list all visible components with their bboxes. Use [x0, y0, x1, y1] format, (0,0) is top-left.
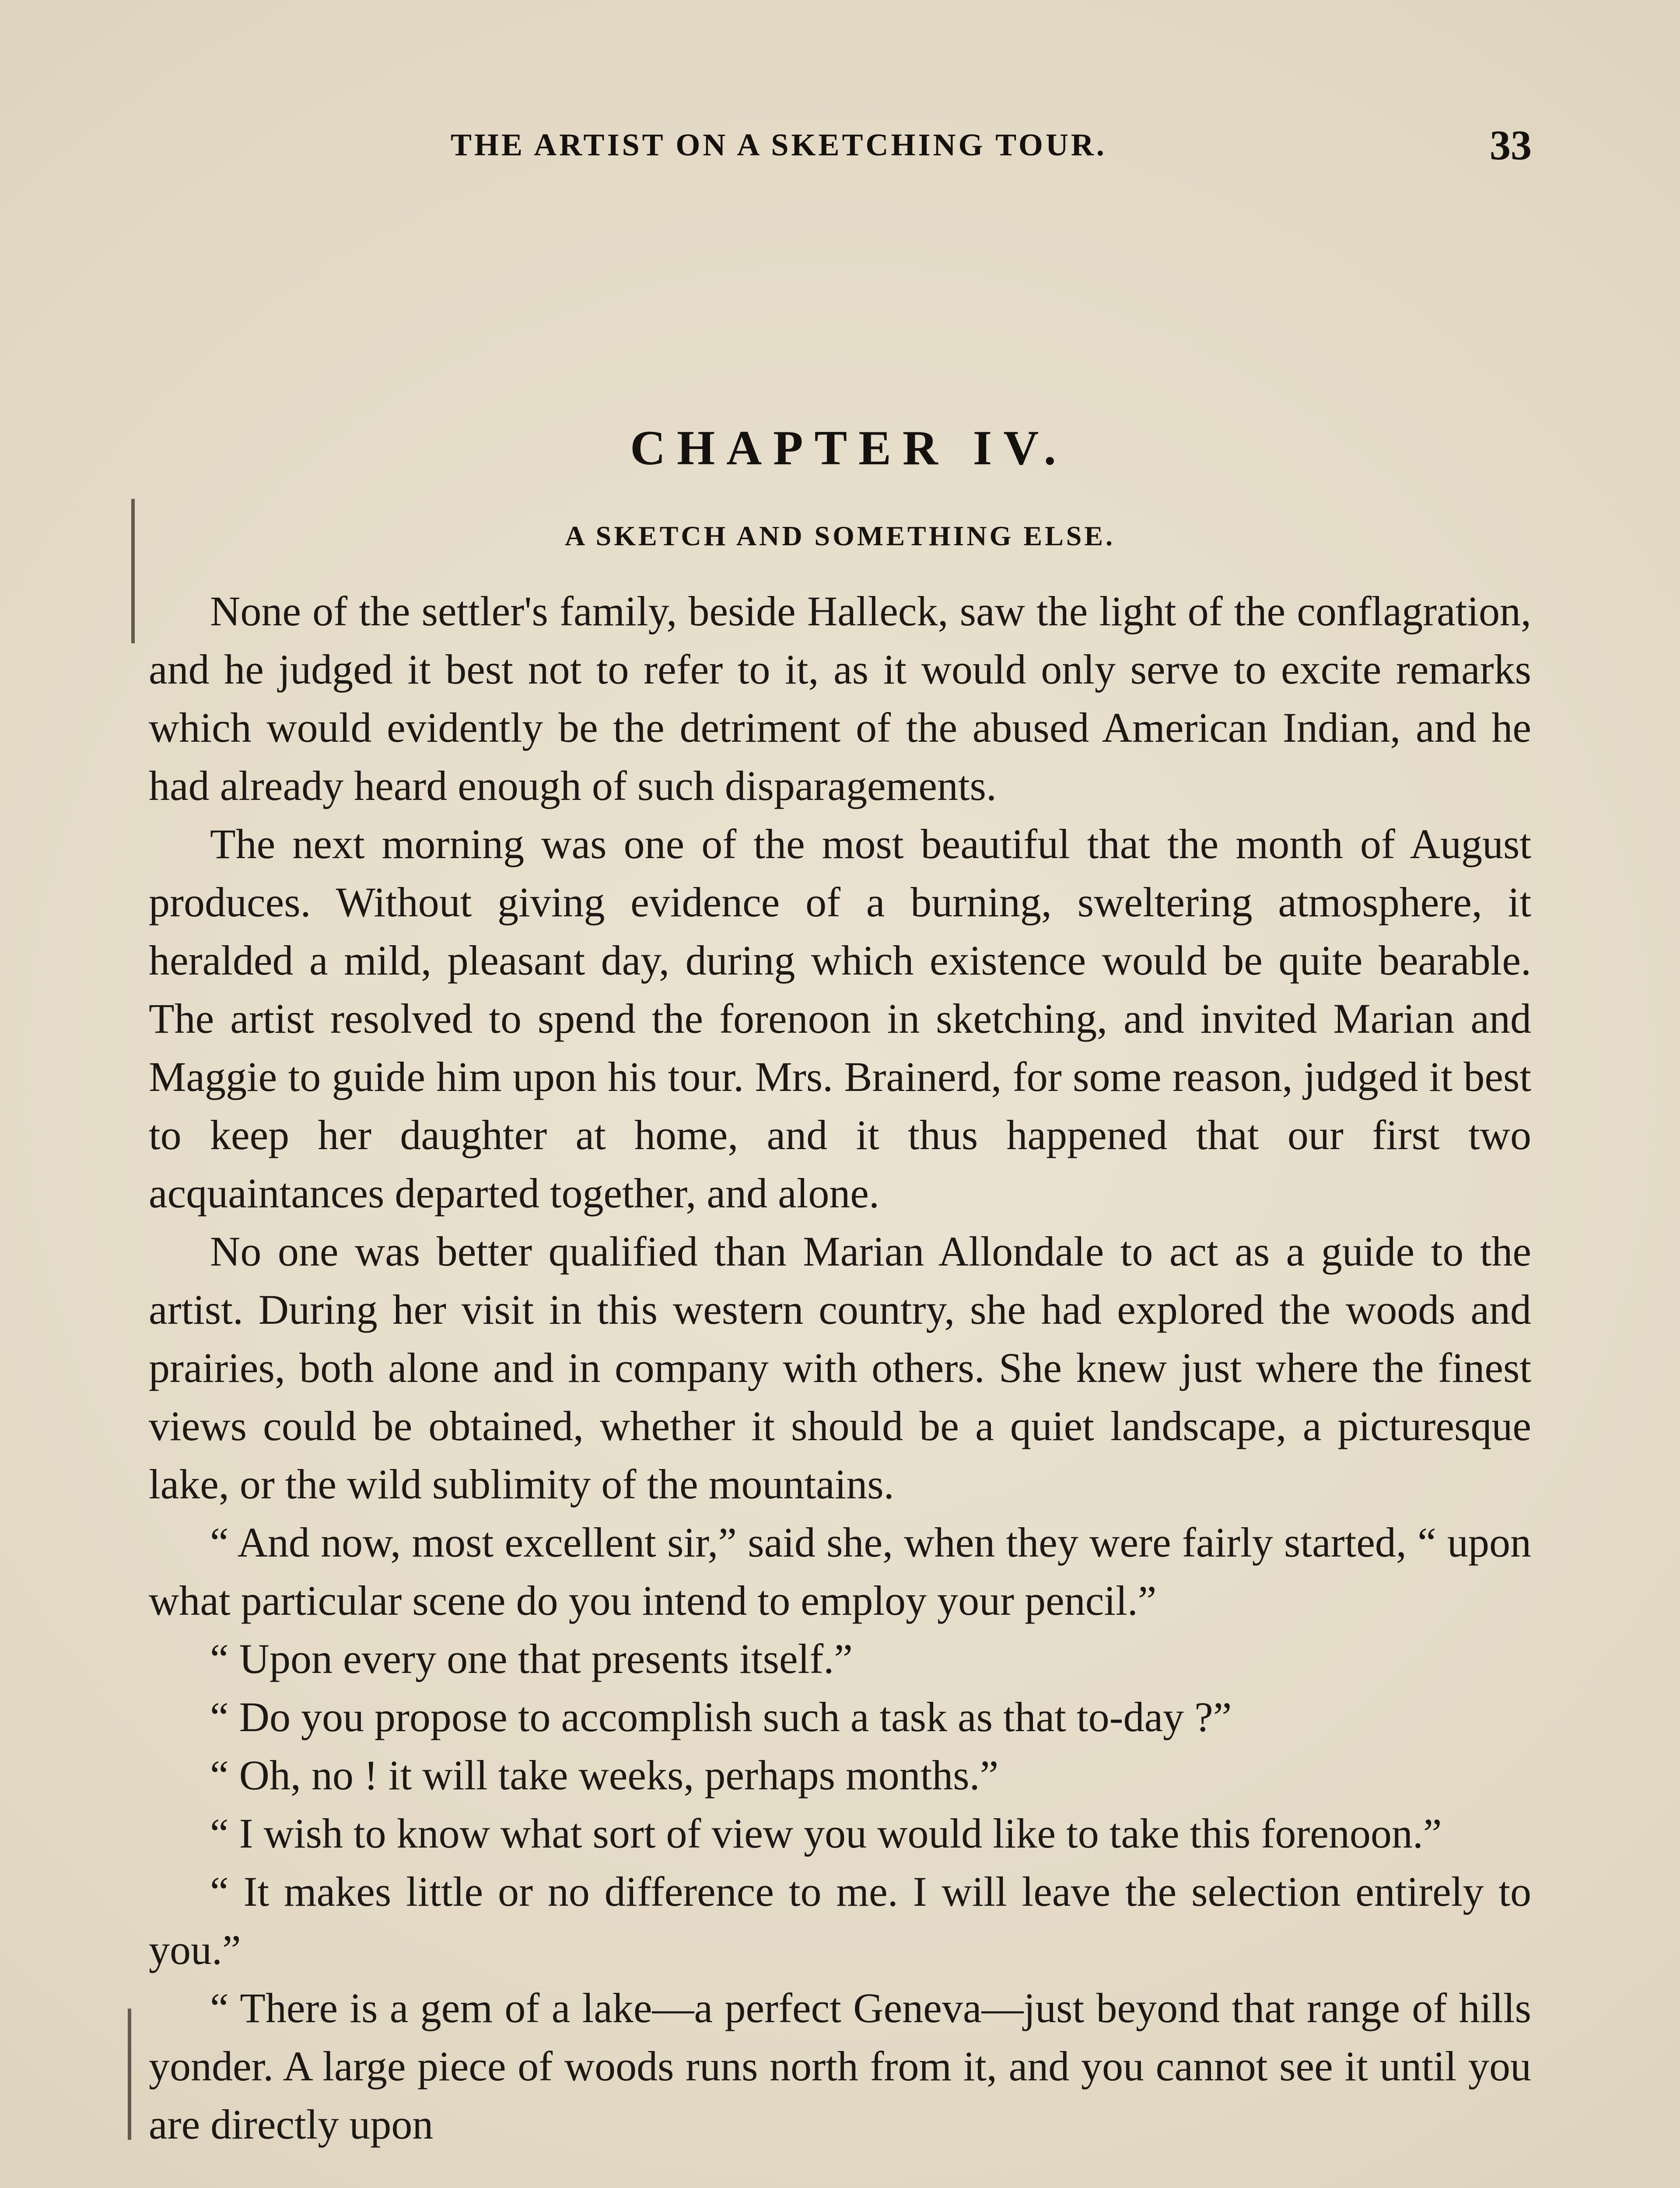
paragraph: “ Oh, no ! it will take weeks, perhaps months.” [210, 1752, 999, 1799]
page-number: 33 [1490, 122, 1532, 168]
paragraph: “ Upon every one that presents itself.” [210, 1635, 853, 1682]
body-text [149, 582, 1531, 2153]
running-head: THE ARTIST ON A SKETCHING TOUR. [451, 127, 1107, 162]
paragraph: “ There is a gem of a lake—a perfect Geneva—just beyond that range of hills yonder. A large piece of woods runs north from it, and you cannot see it until you are directly upon [149, 1985, 1531, 2148]
paragraph: The next morning was one of the most beautiful that the month of August produces. Without giving evidence of a burning, sweltering atmosphere, it heralded a mild, pleasant day, during which existence would be quite bearable. The artist resolved to spend the forenoon in sketching, and invited Marian and Maggie to guide him upon his tour. Mrs. Brainerd, for some reason, judged it best to keep her daughter at home, and it thus happened that our first two acquaintances departed together, and alone. [149, 820, 1531, 1217]
margin-mark [131, 499, 135, 643]
chapter-subtitle: A SKETCH AND SOMETHING ELSE. [564, 520, 1116, 551]
paragraph: “ It makes little or no difference to me. I will leave the selection entirely to you.” [149, 1868, 1531, 1973]
paragraph: “ And now, most excellent sir,” said she, when they were fairly started, “ upon what particular scene do you intend to employ your pencil.” [149, 1519, 1531, 1624]
chapter-title: CHAPTER IV. [630, 421, 1068, 475]
paragraph: “ I wish to know what sort of view you would like to take this forenoon.” [210, 1810, 1442, 1857]
paragraph: No one was better qualified than Marian Allondale to act as a guide to the artist. During her visit in this western country, she had explored the woods and prairies, both alone and in company with others. She knew just where the finest views could be obtained, whether it should be a quiet landscape, a picturesque lake, or the wild sublimity of the mountains. [149, 1228, 1531, 1508]
paragraph: “ Do you propose to accomplish such a task as that to-day ?” [210, 1694, 1232, 1740]
paragraph: None of the settler's family, beside Halleck, saw the light of the conflagration, and he judged it best not to refer to it, as it would only serve to excite remarks which would evidently be the detriment of the abused American Indian, and he had already heard enough of such disparagements. [149, 588, 1531, 809]
margin-mark [128, 2009, 131, 2140]
